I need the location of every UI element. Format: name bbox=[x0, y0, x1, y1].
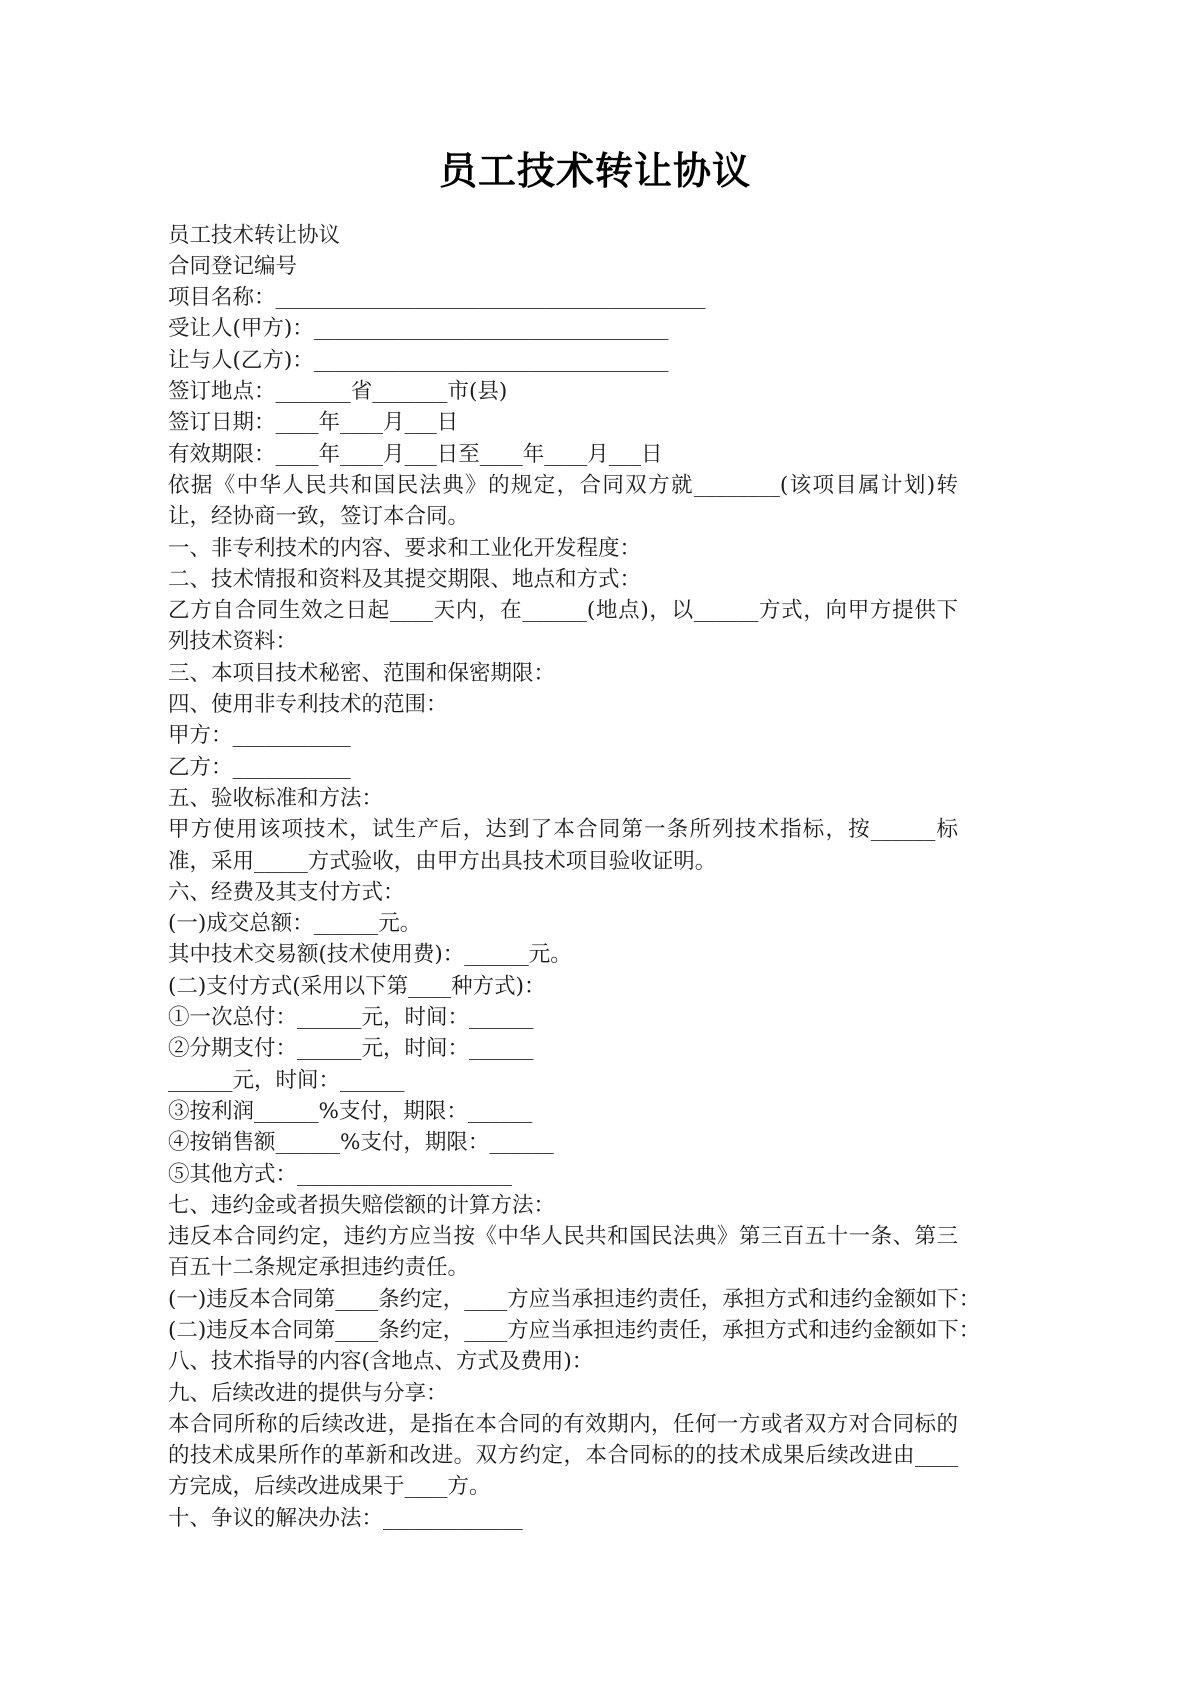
doc-line-signing-place: 签订地点：_______省_______市(县) bbox=[168, 379, 508, 405]
doc-paragraph-article-9-body: 本合同所称的后续改进，是指在本合同的有效期内，任何一方或者双方对合同标的的技术成果所作的革新和改进。双方约定，本合同标的的技术成果后续改进由____方完成，后续改进成果于____方。 bbox=[168, 1411, 958, 1500]
doc-line-article-7-1: (一)违反本合同第____条约定，____方应当承担违约责任，承担方式和违约金额如下： bbox=[168, 1286, 981, 1312]
doc-line-article-5: 五、验收标准和方法： bbox=[168, 785, 384, 811]
doc-line-article-3: 三、本项目技术秘密、范围和保密期限： bbox=[168, 660, 556, 686]
doc-line-contract-registration-number: 合同登记编号 bbox=[168, 253, 298, 279]
doc-line-validity-period: 有效期限：____年____月___日至____年____月___日 bbox=[168, 441, 663, 467]
doc-line-article-4-party-a: 甲方：___________ bbox=[168, 723, 351, 749]
doc-line-article-2: 二、技术情报和资料及其提交期限、地点和方式： bbox=[168, 566, 642, 592]
page-title: 员工技术转让协议 bbox=[438, 148, 751, 193]
doc-line-payment-option-2-continued: ______元，时间：______ bbox=[168, 1067, 405, 1093]
document-body bbox=[0, 194, 1190, 1534]
doc-line-subtitle: 员工技术转让协议 bbox=[168, 222, 341, 248]
doc-line-article-6-1: (一)成交总额：______元。 bbox=[168, 911, 422, 937]
doc-paragraph-preamble: 依据《中华人民共和国民法典》的规定，合同双方就________(该项目属计划)转让，经协商一致，签订本合同。 bbox=[168, 472, 958, 530]
doc-paragraph-article-7-body: 违反本合同约定，违约方应当按《中华人民共和国民法典》第三百五十一条、第三百五十二条规定承担违约责任。 bbox=[168, 1224, 958, 1281]
doc-line-article-4-party-b: 乙方：___________ bbox=[168, 754, 351, 780]
doc-line-article-6: 六、经费及其支付方式： bbox=[168, 879, 405, 905]
doc-line-article-6-1-sub: 其中技术交易额(技术使用费)：______元。 bbox=[168, 942, 572, 968]
doc-line-signing-date: 签订日期：____年____月___日 bbox=[168, 410, 459, 436]
doc-paragraph-article-2-body: 乙方自合同生效之日起____天内，在______(地点)，以______方式，向甲方提供下列技术资料： bbox=[168, 598, 958, 655]
doc-line-article-9: 九、后续改进的提供与分享： bbox=[168, 1380, 448, 1406]
doc-line-transferor-party-b: 让与人(乙方)：_________________________________ bbox=[168, 347, 669, 373]
doc-line-payment-option-5: ⑤其他方式：____________________ bbox=[168, 1161, 513, 1187]
doc-line-payment-option-3: ③按利润______%支付，期限：______ bbox=[168, 1098, 533, 1124]
doc-line-payment-option-4: ④按销售额______%支付，期限：______ bbox=[168, 1130, 554, 1156]
doc-line-payment-option-1: ①一次总付：______元，时间：______ bbox=[168, 1005, 534, 1031]
doc-line-article-7-2: (二)违反本合同第____条约定，____方应当承担违约责任，承担方式和违约金额如下： bbox=[168, 1317, 981, 1343]
doc-line-project-name: 项目名称：________________________________________ bbox=[168, 285, 706, 311]
doc-line-payment-option-2: ②分期支付：______元，时间：______ bbox=[168, 1036, 534, 1062]
doc-line-article-6-2: (二)支付方式(采用以下第____种方式)： bbox=[168, 973, 546, 999]
doc-line-article-7: 七、违约金或者损失赔偿额的计算方法： bbox=[168, 1192, 556, 1218]
doc-line-article-8: 八、技术指导的内容(含地点、方式及费用)： bbox=[168, 1349, 594, 1375]
doc-line-transferee-party-a: 受让人(甲方)：_________________________________ bbox=[168, 316, 669, 342]
doc-line-article-10: 十、争议的解决办法：_____________ bbox=[168, 1505, 523, 1531]
doc-line-article-1: 一、非专利技术的内容、要求和工业化开发程度： bbox=[168, 535, 642, 561]
doc-line-article-4: 四、使用非专利技术的范围： bbox=[168, 692, 448, 718]
doc-paragraph-article-5-body: 甲方使用该项技术，试生产后，达到了本合同第一条所列技术指标，按______标准，采用_____方式验收，由甲方出具技术项目验收证明。 bbox=[168, 817, 958, 874]
